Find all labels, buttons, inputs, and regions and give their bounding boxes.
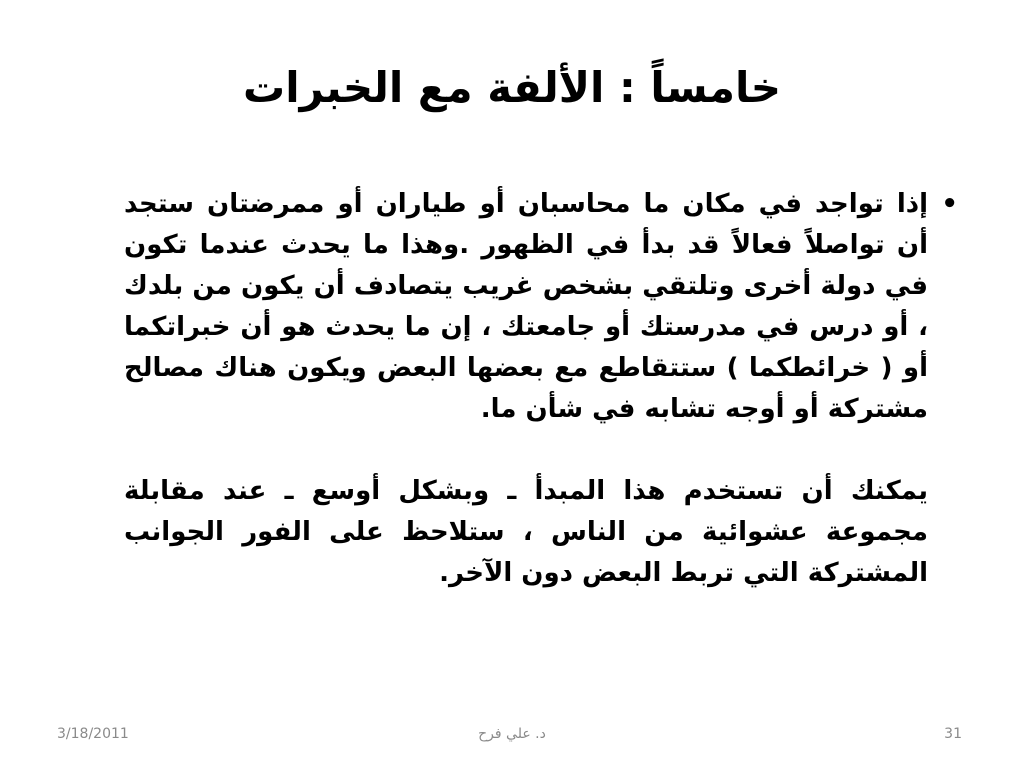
paragraph-2: يمكنك أن تستخدم هذا المبدأ ـ وبشكل أوسع ـ عند مقابلة مجموعة عشوائية من الناس ، ستلاحظ على الفور الجوانب المشتركة التي تربط البعض دون الآخر. — [124, 476, 928, 588]
slide-title: خامساً : الألفة مع الخبرات — [243, 63, 781, 112]
footer-page-number: 31 — [944, 726, 962, 742]
bullet-icon: • — [941, 189, 958, 219]
bullet-item — [124, 184, 958, 594]
slide-body — [124, 184, 958, 594]
paragraph-spacer — [124, 430, 928, 471]
footer-author: د. علي فرح — [478, 726, 546, 742]
footer-date: 3/18/2011 — [57, 726, 129, 742]
paragraph-1: إذا تواجد في مكان ما محاسبان أو طياران أو ممرضتان ستجد أن تواصلاً فعالاً قد بدأ في الظهور .وهذا ما يحدث عندما تكون في دولة أخرى وتلتقي بشخص غريب يتصادف أن يكون من بلدك ، أو درس في مدرستك أو جامعتك ، إن ما يحدث هو أن خبراتكما أو ( خرائطكما ) ستتقاطع مع بعضها البعض ويكون هناك مصالح مشتركة أو أوجه تشابه في شأن ما. — [124, 189, 928, 424]
